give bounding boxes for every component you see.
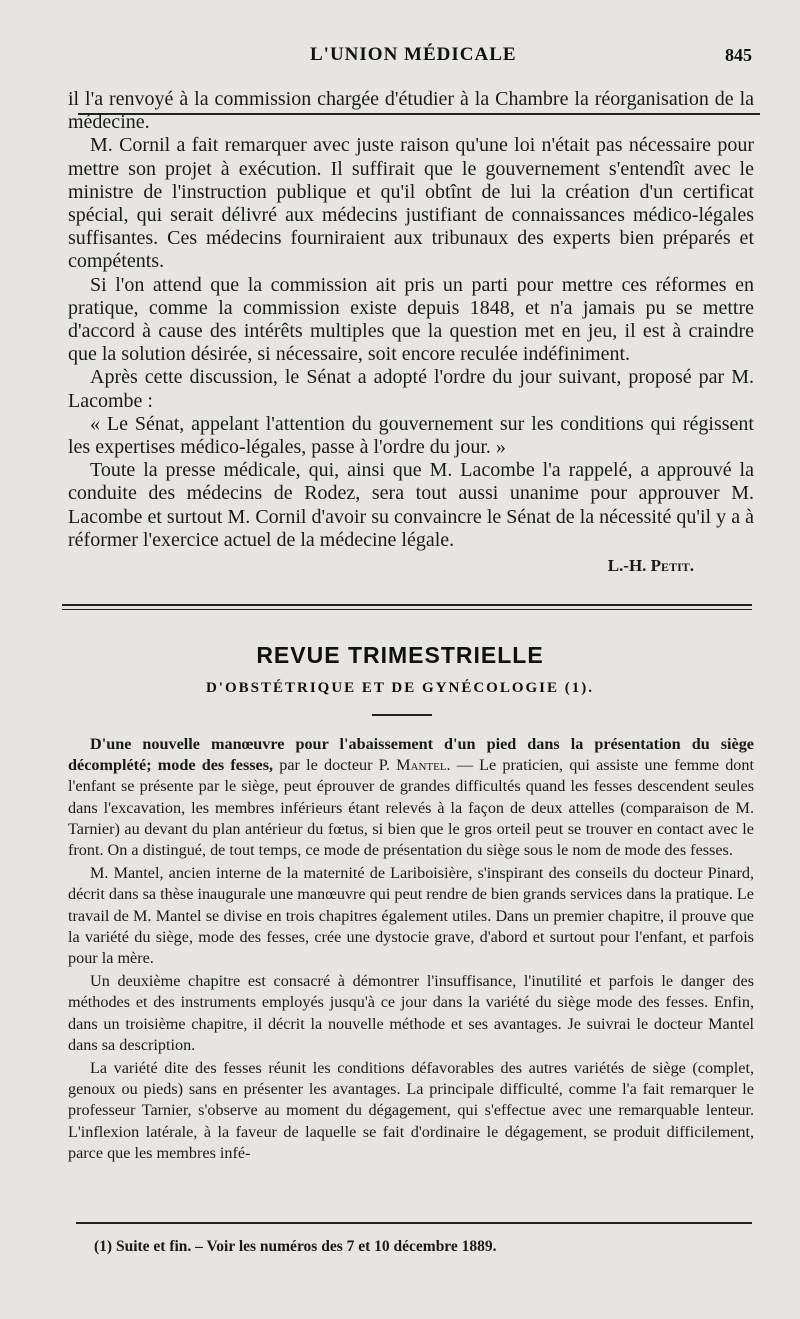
paragraph: Si l'on attend que la commission ait pris un parti pour mettre ces réformes en pratique, comme la commission existe depuis 1848, et n'a jamais pu se mettre d'accord à cause des intérêts multiples que la question met en jeu, il est à craindre que la solution désirée, si nécessaire, soit encore reculée indéfiniment. [68, 273, 754, 366]
footnote-rule [76, 1222, 752, 1224]
paragraph: Un deuxième chapitre est consacré à démontrer l'insuffisance, l'inutilité et parfois le danger des méthodes et des instruments employés jusqu'à ce jour dans la variété du siège mode des fesses. Enfin, dans un troisième chapitre, il décrit la nouvelle méthode et ses avantages. Je suivrai le docteur Mantel dans sa description. [68, 972, 754, 1054]
paragraph: Toute la presse médicale, qui, ainsi que M. Lacombe l'a rappelé, a approuvé la conduite des médecins de Rodez, sera tout aussi unanime pour approuver M. Lacombe et surtout M. Cornil d'avoir su convaincre le Sénat de la nécessité qu'il y a à réformer l'exercice actuel de la médecine légale. [68, 459, 754, 551]
paragraph: M. Cornil a fait remarquer avec juste raison qu'une loi n'était pas nécessaire pour mettre son projet à exécution. Il suffirait que le gouvernement s'entendît avec le ministre de l'instruction publique et qu'il obtînt de lui la création d'un certificat spécial, qui serait délivré aux médecins justifiant de connaissances médico-légales suffisantes. Ces médecins fourniraient aux tribunaux des experts bien préparés et compétents. [68, 134, 754, 273]
senate-resolution-quote: « Le Sénat, appelant l'attention du gouvernement sur les conditions qui régissent les expertises médico-légales, passe à l'ordre du jour. » [68, 412, 754, 459]
paragraph: Après cette discussion, le Sénat a adopté l'ordre du jour suivant, proposé par M. Lacombe : [68, 366, 754, 412]
article-lead-paragraph [68, 734, 754, 861]
page-header [0, 44, 800, 74]
lead-text: — Le praticien, qui assiste une femme dont l'enfant se présente par le siège, peut éprouver de grandes difficultés quand les fesses descendent seules dans l'excavation, les membres inférieurs étant relevés à la façon de deux attelles (comparaison de M. Tarnier) au devant du plan antérieur du fœtus, si bien que le gros orteil peut se trouver en contact avec le front. On a distingué, de tout temps, ce mode de présentation du siège sous le nom de mode des fesses. [68, 756, 754, 860]
section-divider [62, 604, 752, 610]
running-title: L'UNION MÉDICALE [310, 44, 517, 65]
paragraph: La variété dite des fesses réunit les conditions défavorables des autres variétés de siège (complet, genoux ou pieds) sans en présenter les avantages. La principale difficulté, comme l'a fait remarquer le professeur Tarnier, s'observe au moment du dégagement, qui s'effectue avec une remarquable lenteur. L'inflexion latérale, à la faveur de laquelle se fait d'ordinaire le dégagement, se produit difficilement, parce que les membres infé- [68, 1059, 754, 1162]
section-subtitle: D'OBSTÉTRIQUE ET DE GYNÉCOLOGIE (1). [205, 680, 595, 696]
paragraph: il l'a renvoyé à la commission chargée d'étudier à la Chambre la réorganisation de la médecine. [68, 88, 754, 134]
footnote: (1) Suite et fin. – Voir les numéros des 7 et 10 décembre 1889. [94, 1238, 497, 1255]
byline-text: par le docteur [273, 756, 379, 775]
continuation-text [68, 88, 754, 577]
short-divider [372, 714, 432, 716]
section-title: REVUE TRIMESTRIELLE [256, 642, 544, 668]
page-number: 845 [725, 45, 752, 65]
article-lead-title: D'une nouvelle manœuvre pour l'abaissement d'un pied dans la présentation du siège décomplété; mode des fesses, [68, 735, 754, 775]
article-body [68, 734, 754, 1166]
author-signature: L.-H. Petit. [607, 556, 694, 576]
article-author: P. Mantel. [378, 756, 451, 775]
paragraph: M. Mantel, ancien interne de la maternité de Lariboisière, s'inspirant des conseils du docteur Pinard, décrit dans sa thèse inaugurale une manœuvre qui peut rendre de bien grands services dans la pratique. Le travail de M. Mantel se divise en trois chapitres également utiles. Dans un premier chapitre, il prouve que la variété du siège, mode des fesses, crée une dystocie grave, d'abord et surtout pour l'enfant, et parfois pour la mère. [68, 864, 754, 968]
